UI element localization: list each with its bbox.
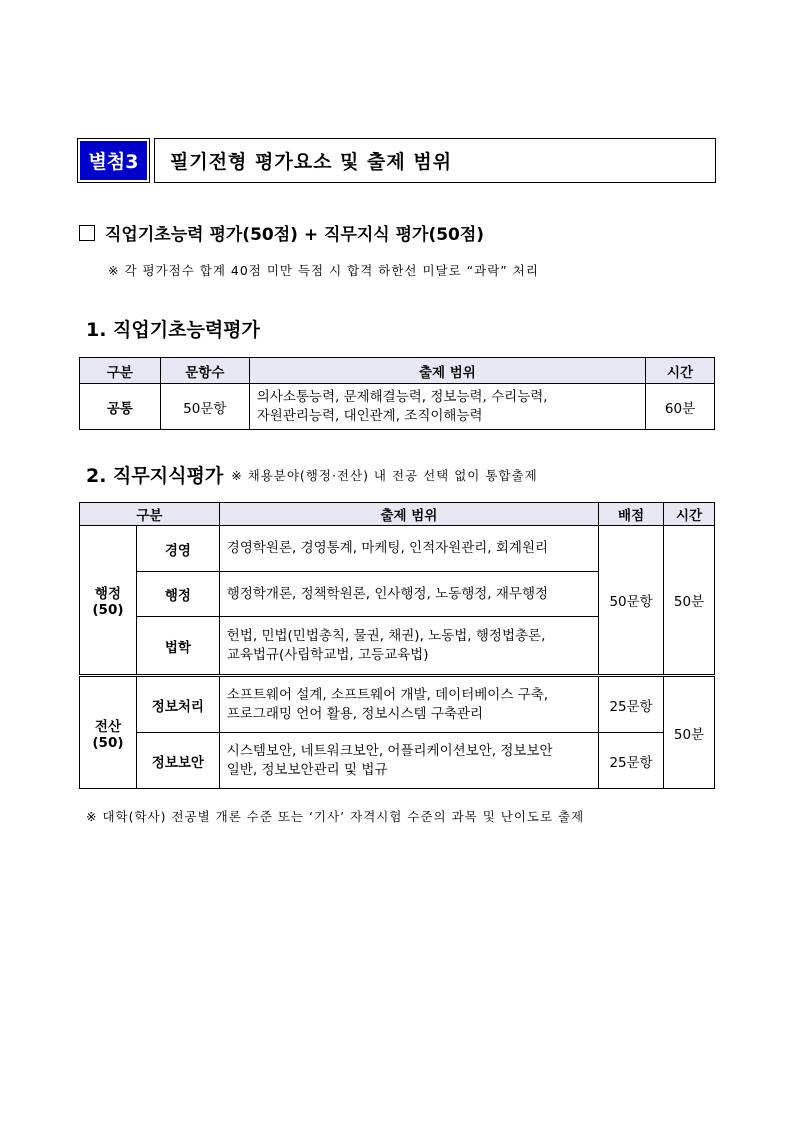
- part2-title-text: 2. 직무지식평가: [86, 465, 224, 487]
- table-header-row: [80, 358, 715, 384]
- scope-line: 헌법, 민법(민법총칙, 물권, 채권), 노동법, 행정법총론,: [226, 627, 546, 644]
- header-category: 구분: [80, 358, 161, 384]
- fail-criteria-note: ※ 각 평가점수 합계 40점 미만 득점 시 합격 하한선 미달로 “과락” 처리: [108, 263, 539, 278]
- section-heading: [79, 220, 484, 245]
- attachment-header: [77, 138, 716, 183]
- group-cell-admin: [80, 526, 137, 676]
- scope-line: 교육법규(사립학교법, 고등교육법): [226, 646, 429, 663]
- group-score: (50): [92, 602, 124, 618]
- time-cell: 50분: [664, 676, 715, 789]
- part2-title: [86, 461, 538, 488]
- subject-cell: 법학: [136, 617, 219, 676]
- group-name: 전산: [94, 718, 122, 735]
- scope-cell: [219, 617, 598, 676]
- group-score: (50): [92, 734, 124, 751]
- scope-cell: 경영학원론, 경영통계, 마케팅, 인적자원관리, 회계원리: [219, 526, 598, 572]
- scope-cell: [249, 384, 645, 430]
- subject-cell: 정보처리: [136, 676, 219, 733]
- group-cell-it: [80, 676, 137, 789]
- questions-cell: 50문항: [160, 384, 249, 430]
- section-heading-text: 직업기초능력 평가(50점) + 직무지식 평가(50점): [105, 225, 485, 245]
- subject-cell: 행정: [136, 572, 219, 617]
- header-scope: 출제 범위: [219, 503, 598, 526]
- scope-line: 프로그래밍 언어 활용, 정보시스템 구축관리: [226, 705, 483, 722]
- subject-cell: 정보보안: [136, 733, 219, 789]
- header-time: 시간: [664, 503, 715, 526]
- checkbox-square-icon: [79, 225, 95, 241]
- header-scope: 출제 범위: [249, 358, 645, 384]
- difficulty-footnote: ※ 대학(학사) 전공별 개론 수준 또는 ‘기사’ 자격시험 수준의 과목 및 난이도로 출제: [86, 809, 585, 824]
- scope-line: 의사소통능력, 문제해결능력, 정보능력, 수리능력,: [256, 388, 548, 405]
- scope-line: 일반, 정보보안관리 및 법규: [226, 761, 388, 778]
- score-cell: 25문항: [599, 733, 664, 789]
- table-row: [80, 384, 715, 430]
- attachment-title: 필기전형 평가요소 및 출제 범위: [154, 138, 716, 183]
- time-cell: 60분: [646, 384, 715, 430]
- header-category: 구분: [80, 503, 220, 526]
- table-row: [80, 526, 715, 572]
- category-cell: 공통: [80, 384, 161, 430]
- part2-subtitle: ※ 채용분야(행정·전산) 내 전공 선택 없이 통합출제: [231, 468, 538, 483]
- header-time: 시간: [646, 358, 715, 384]
- score-cell: 25문항: [599, 676, 664, 733]
- basic-competency-table: [79, 357, 715, 430]
- table-header-row: [80, 503, 715, 526]
- header-questions: 문항수: [160, 358, 249, 384]
- scope-line: 소프트웨어 설계, 소프트웨어 개발, 데이터베이스 구축,: [226, 686, 549, 703]
- header-score: 배점: [599, 503, 664, 526]
- group-name: 행정: [94, 586, 122, 602]
- job-knowledge-table: [79, 502, 715, 789]
- scope-cell: [219, 676, 598, 733]
- subject-cell: 경영: [136, 526, 219, 572]
- table-row: [80, 676, 715, 733]
- scope-line: 시스템보안, 네트워크보안, 어플리케이션보안, 정보보안: [226, 742, 553, 759]
- scope-cell: 행정학개론, 정책학원론, 인사행정, 노동행정, 재무행정: [219, 572, 598, 617]
- score-cell: 50문항: [599, 526, 664, 676]
- attachment-badge: 별첨3: [77, 138, 150, 183]
- time-cell: 50분: [664, 526, 715, 676]
- part1-title: 1. 직업기초능력평가: [86, 319, 260, 341]
- scope-line: 자원관리능력, 대인관계, 조직이해능력: [256, 407, 483, 424]
- scope-cell: [219, 733, 598, 789]
- table-row: [80, 733, 715, 789]
